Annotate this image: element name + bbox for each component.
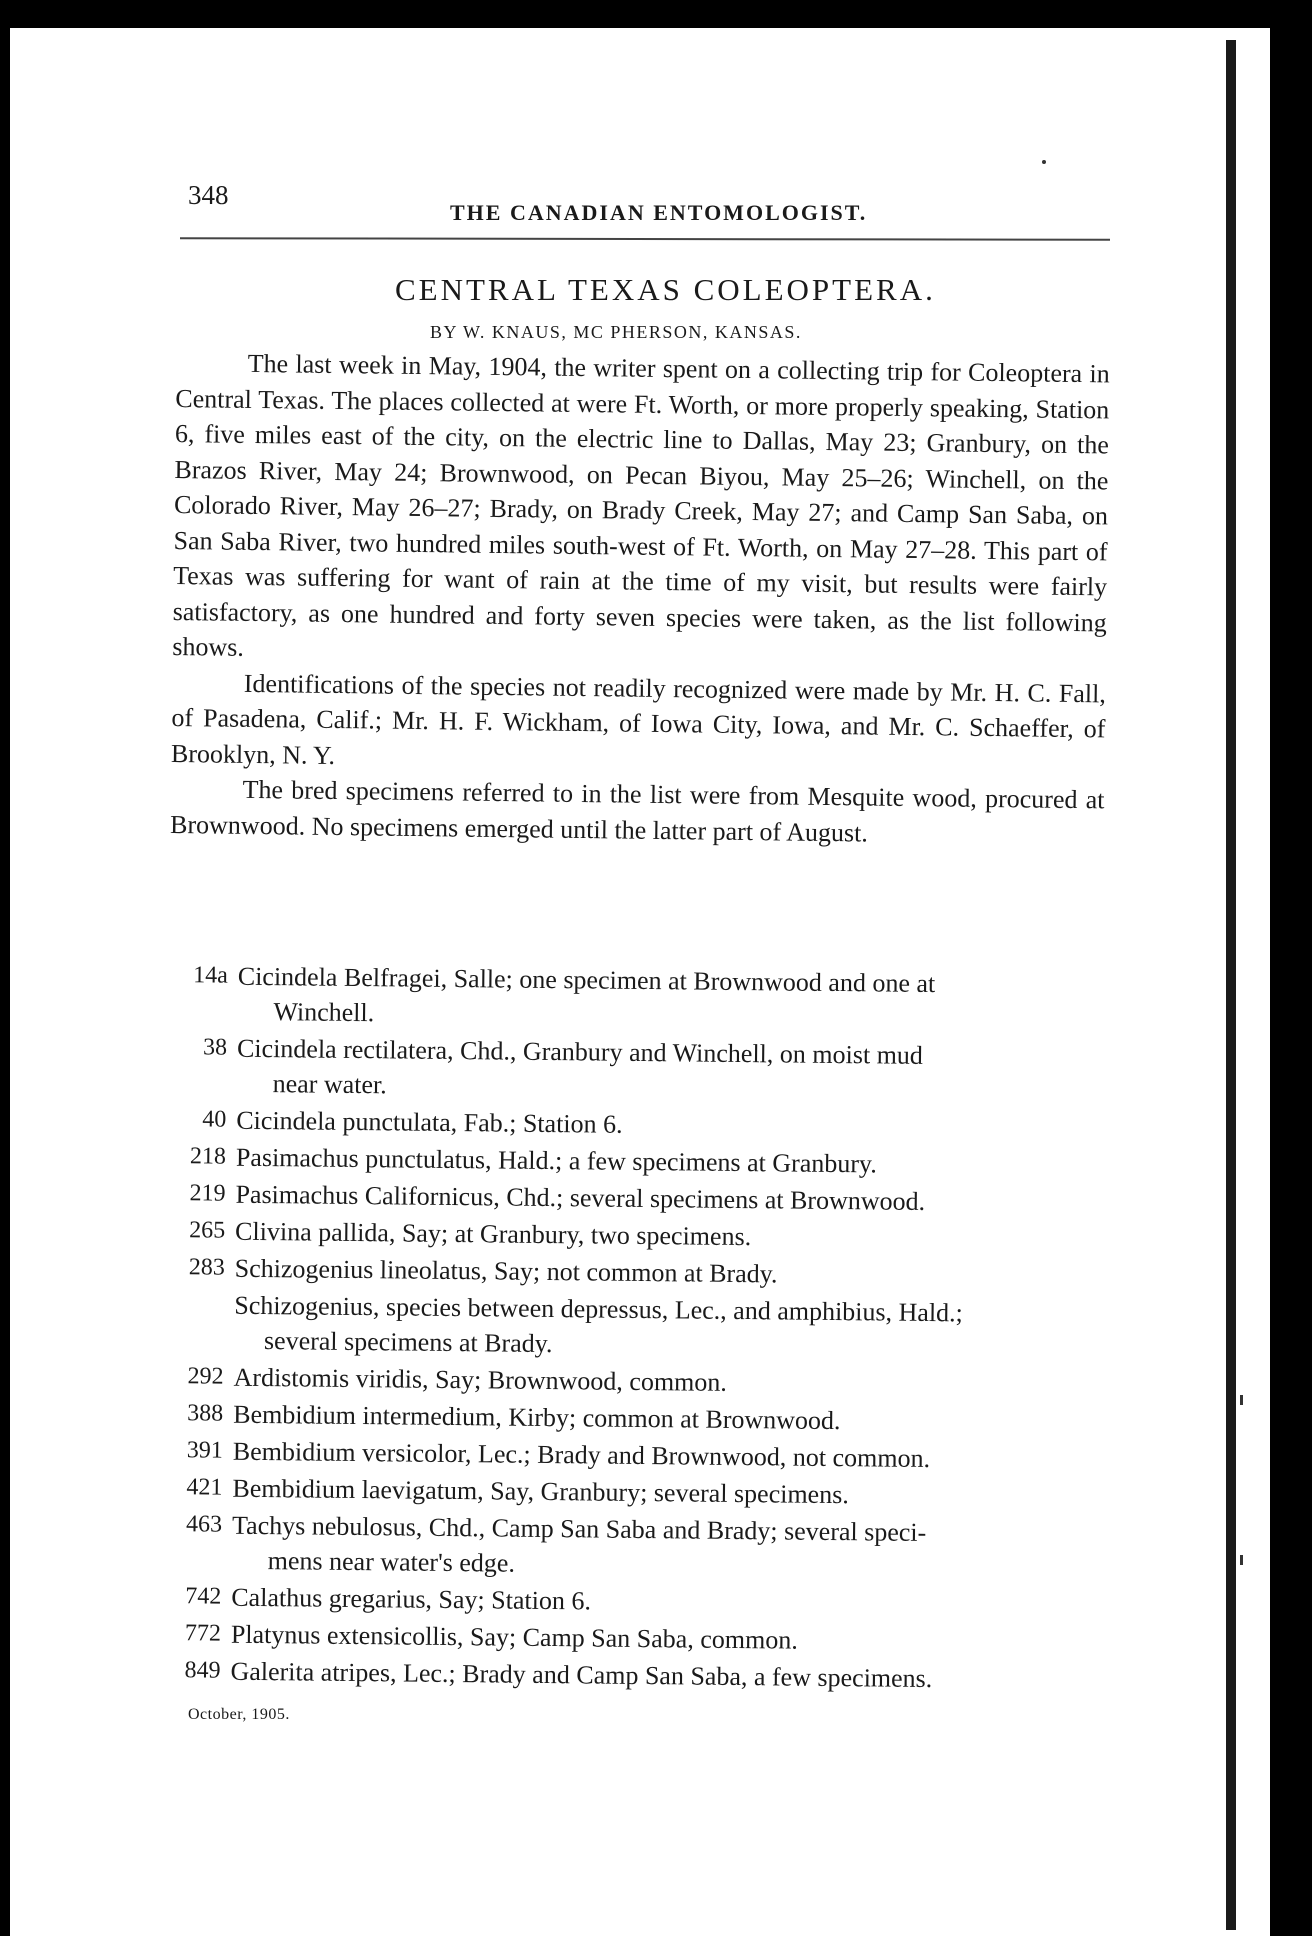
catalog-number: 283: [188, 1254, 225, 1281]
entry-text: Cicindela rectilatera, Chd., Granbury and Winchell, on moist mud: [236, 1033, 924, 1070]
footer-date: October, 1905.: [188, 1706, 290, 1723]
entry-text: Bembidium versicolor, Lec.; Brady and Brownwood, not common.: [232, 1436, 931, 1474]
list-item: [167, 1030, 1108, 1110]
list-item: [164, 1287, 1105, 1367]
entry-text: Tachys nebulosus, Chd., Camp San Saba and Brady; several speci-: [231, 1510, 927, 1547]
catalog-number: 14a: [193, 962, 228, 989]
entry-text: Schizogenius, species between depressus, Lec., and amphibius, Hald.;: [234, 1290, 964, 1328]
species-list: [160, 958, 1108, 1700]
entry-continuation: Winchell.: [273, 997, 375, 1028]
entry-text: Pasimachus punctulatus, Hald.; a few specimens at Granbury.: [235, 1142, 877, 1179]
entry-text: Calathus gregarius, Say; Station 6.: [231, 1582, 592, 1616]
entry-text: Platynus extensicollis, Say; Camp San Saba, common.: [230, 1619, 798, 1655]
article-title: CENTRAL TEXAS COLEOPTERA.: [395, 272, 936, 307]
catalog-number: 391: [186, 1437, 223, 1464]
entry-text: Bembidium laevigatum, Say, Granbury; several specimens.: [232, 1473, 849, 1510]
catalog-number: 388: [187, 1400, 224, 1427]
catalog-number: 265: [189, 1217, 226, 1244]
page-number: 348: [188, 180, 229, 210]
catalog-number: 463: [185, 1511, 223, 1538]
entry-text: Pasimachus Californicus, Chd.; several specimens at Brownwood.: [235, 1179, 926, 1216]
scan-right-border: [1270, 0, 1312, 1936]
list-item: [162, 1507, 1103, 1587]
scan-speck: [1042, 160, 1046, 164]
header-rule: [180, 237, 1110, 241]
entry-text: Bembidium intermedium, Kirby; common at Brownwood.: [233, 1399, 841, 1436]
running-header: THE CANADIAN ENTOMOLOGIST.: [450, 200, 868, 225]
entry-continuation: mens near water's edge.: [267, 1546, 516, 1578]
list-item: [160, 1653, 1100, 1698]
catalog-number: 849: [184, 1657, 221, 1684]
paragraph: The last week in May, 1904, the writer spent on a collecting trip for Coleoptera in Central Texas. The places collected at were Ft. Worth, or more properly speaking, Station 6, five miles east of the city, on the electric line to Dallas, May 23; Granbury, on the Brazos River, May 24; Brownwood, on Pecan Biyou, May 25–26; Winchell, on the Colorado River, May 26–27; Brady, on Brady Creek, May 27; and Camp San Saba, on San Saba River, two hundred miles south-west of Ft. Worth, on May 27–28. This part of Texas was suffering for want of rain at the time of my visit, but results were fairly satisfactory, as one hundred and forty seven species were taken, as the list following shows.: [172, 348, 1110, 662]
scan-top-border: [0, 0, 1312, 28]
scan-left-border: [0, 0, 10, 1936]
entry-text: Schizogenius lineolatus, Say; not common at Brady.: [234, 1253, 778, 1289]
catalog-number: 218: [189, 1143, 227, 1170]
scan-speck: [1240, 1395, 1243, 1405]
page-gutter-shadow: [1226, 40, 1236, 1930]
paragraph: Identifications of the species not readily recognized were made by Mr. H. C. Fall, of Pasadena, Calif.; Mr. H. F. Wickham, of Iowa City, Iowa, and Mr. C. Schaeffer, of Brooklyn, N. Y.: [170, 668, 1106, 770]
article-body: [170, 345, 1110, 853]
catalog-number: 219: [189, 1180, 226, 1207]
catalog-number: 772: [184, 1620, 222, 1647]
entry-continuation: near water.: [272, 1069, 387, 1100]
catalog-number: 40: [202, 1106, 227, 1133]
scan-speck: [1240, 1555, 1243, 1565]
entry-text: Clivina pallida, Say; at Granbury, two specimens.: [234, 1216, 752, 1252]
article-byline: BY W. KNAUS, MC PHERSON, KANSAS.: [430, 322, 802, 342]
entry-text: Cicindela punctulata, Fab.; Station 6.: [236, 1105, 623, 1139]
catalog-number: 742: [185, 1583, 222, 1610]
catalog-number: 421: [186, 1474, 223, 1501]
entry-text: Galerita atripes, Lec.; Brady and Camp San Saba, a few specimens.: [230, 1656, 933, 1694]
catalog-number: 38: [202, 1034, 228, 1061]
catalog-number: 292: [187, 1363, 224, 1390]
entry-continuation: several specimens at Brady.: [263, 1326, 553, 1359]
entry-text: Cicindela Belfragei, Salle; one specimen at Brownwood and one at: [237, 961, 936, 999]
entry-text: Ardistomis viridis, Say; Brownwood, common.: [233, 1362, 728, 1397]
list-item: [167, 958, 1108, 1038]
paragraph: The bred specimens referred to in the list were from Mesquite wood, procured at Brownwood. No specimens emerged until the latter part of August.: [169, 774, 1105, 847]
